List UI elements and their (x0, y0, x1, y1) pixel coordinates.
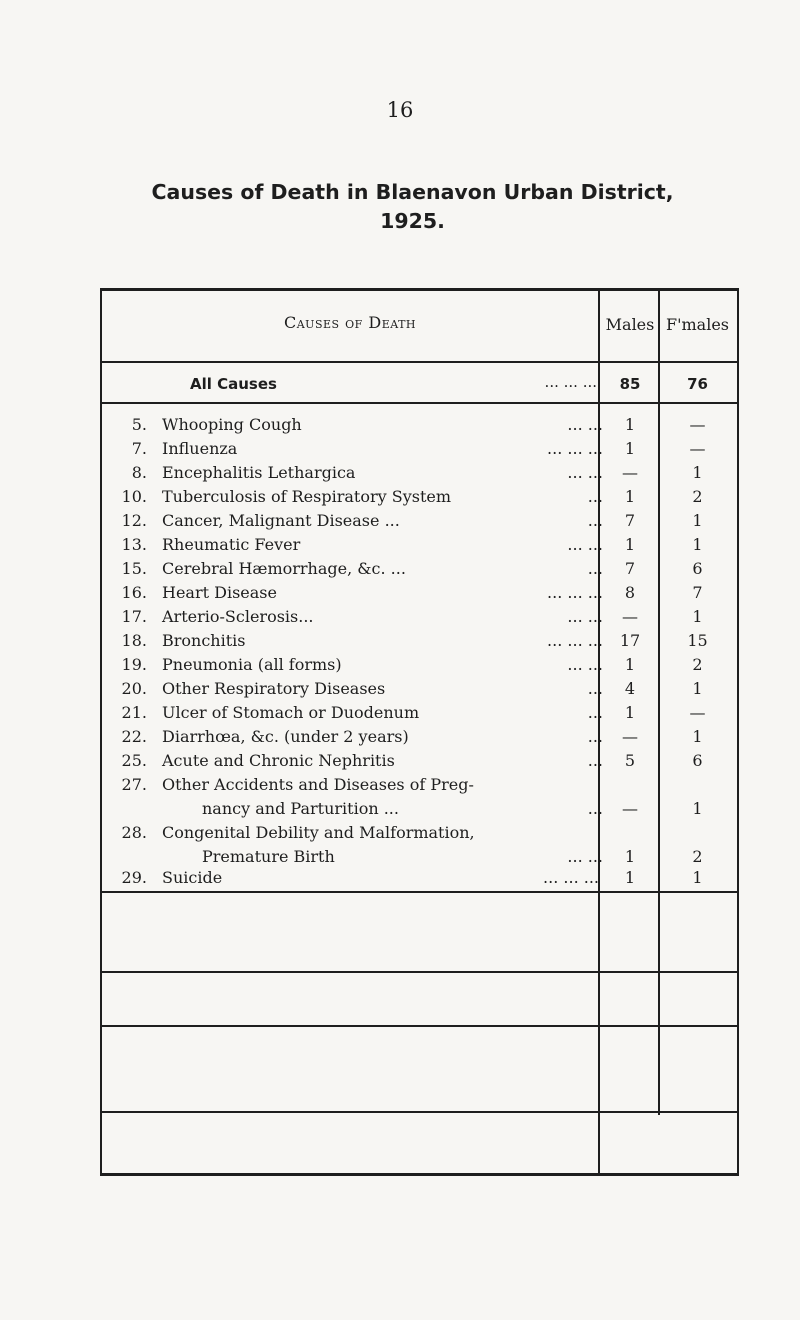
cause-dots: ... ... ... (543, 868, 599, 887)
cause-number: 25. (121, 751, 147, 770)
title-line-2: 1925. (380, 209, 445, 233)
cause-dots: ... (587, 511, 603, 530)
cause-females: 1 (692, 679, 703, 698)
cause-females: — (689, 415, 706, 434)
cause-name-continuation: Premature Birth (202, 847, 335, 866)
cause-females: 1 (692, 868, 703, 887)
cause-number: 29. (121, 868, 147, 887)
cause-females: 1 (692, 511, 703, 530)
cause-number: 19. (121, 655, 147, 674)
cause-females: — (689, 439, 706, 458)
cause-name: Whooping Cough (162, 415, 302, 434)
cause-name: Encephalitis Lethargica (162, 463, 356, 482)
cause-dots: ... ... (567, 655, 603, 674)
cause-dots: ... ... (567, 607, 603, 626)
cause-name-continuation: nancy and Parturition ... (202, 799, 399, 818)
cause-males: 1 (624, 415, 636, 434)
cause-females: 1 (692, 535, 703, 554)
cause-dots: ... (587, 487, 603, 506)
cause-dots: ... ... ... (547, 583, 603, 602)
cause-males: 1 (624, 847, 636, 866)
cause-males: 8 (624, 583, 636, 602)
cause-name: Influenza (162, 439, 238, 458)
cause-males: 1 (624, 868, 636, 887)
cause-name: Rheumatic Fever (162, 535, 301, 554)
cause-name: Diarrhœa, &c. (under 2 years) (162, 727, 409, 746)
all-causes-label: All Causes (190, 375, 277, 393)
cause-name: Cancer, Malignant Disease ... (162, 511, 400, 530)
cause-number: 5. (131, 415, 147, 434)
cause-males: 1 (624, 703, 636, 722)
cause-females: 15 (687, 631, 708, 650)
cause-females: 6 (692, 751, 703, 770)
all-causes-dots: ... ... ... (544, 373, 597, 391)
cause-number: 21. (121, 703, 147, 722)
cause-name: Congenital Debility and Malformation, (162, 823, 475, 842)
cause-dots: ... ... (567, 463, 603, 482)
cause-number: 12. (121, 511, 147, 530)
cause-dots: ... (587, 751, 603, 770)
cause-number: 22. (121, 727, 147, 746)
table-lower-layer (102, 288, 733, 1170)
cause-name: Suicide (162, 868, 223, 887)
cause-males: 1 (624, 655, 636, 674)
cause-name: Bronchitis (162, 631, 246, 650)
cause-males: — (622, 463, 638, 482)
cause-males: 7 (624, 559, 636, 578)
title-line-1: Causes of Death in Blaenavon Urban District, (151, 180, 674, 204)
cause-number: 7. (131, 439, 147, 458)
cause-dots: ... (587, 559, 603, 578)
cause-females: 7 (692, 583, 703, 602)
cause-number: 10. (121, 487, 147, 506)
cause-females: 1 (692, 607, 703, 626)
page-number: 16 (386, 98, 414, 122)
cause-number: 28. (121, 823, 147, 842)
cause-females: 2 (692, 487, 703, 506)
cause-dots: ... (587, 703, 603, 722)
cause-dots: ... (587, 679, 603, 698)
cause-name: Other Accidents and Diseases of Preg- (162, 775, 474, 794)
cause-males: — (622, 607, 638, 626)
cause-females: 1 (692, 727, 703, 746)
cause-females: 1 (692, 799, 703, 818)
cause-males: 1 (624, 439, 636, 458)
cause-dots: ... ... ... (547, 631, 603, 650)
cause-males: 17 (619, 631, 641, 650)
cause-females: 1 (692, 463, 703, 482)
cause-dots: ... ... ... (547, 439, 603, 458)
cause-number: 18. (121, 631, 147, 650)
all-causes-males: 85 (619, 375, 641, 393)
cause-males: 5 (624, 751, 636, 770)
page-title (60, 178, 765, 236)
cause-name: Tuberculosis of Respiratory System (162, 487, 452, 506)
header-causes-of-death: Causes of Death (283, 313, 416, 332)
cause-males: 7 (624, 511, 636, 530)
cause-females: 2 (692, 655, 703, 674)
cause-dots: ... ... (567, 847, 603, 866)
cause-dots: ... (587, 727, 603, 746)
cause-row (102, 868, 733, 892)
cause-females: 2 (692, 847, 703, 866)
cause-number: 17. (121, 607, 147, 626)
cause-males: 4 (624, 679, 636, 698)
cause-name: Acute and Chronic Nephritis (162, 751, 395, 770)
cause-males: 1 (624, 487, 636, 506)
cause-number: 8. (131, 463, 147, 482)
header-females: F'males (665, 315, 729, 334)
cause-name: Arterio-Sclerosis... (162, 607, 314, 626)
cause-number: 15. (121, 559, 147, 578)
cause-number: 20. (121, 679, 147, 698)
cause-males: 1 (624, 535, 636, 554)
cause-name: Ulcer of Stomach or Duodenum (162, 703, 420, 722)
cause-females: — (689, 703, 706, 722)
all-causes-females: 76 (687, 375, 708, 393)
cause-name: Pneumonia (all forms) (162, 655, 342, 674)
cause-dots: ... (587, 799, 603, 818)
cause-females: 6 (692, 559, 703, 578)
cause-dots: ... ... (567, 535, 603, 554)
cause-males: — (622, 799, 638, 818)
cause-males: — (622, 727, 638, 746)
cause-name: Heart Disease (162, 583, 277, 602)
cause-dots: ... ... (567, 415, 603, 434)
cause-name: Other Respiratory Diseases (162, 679, 386, 698)
cause-number: 27. (121, 775, 147, 794)
cause-number: 13. (121, 535, 147, 554)
cause-name: Cerebral Hæmorrhage, &c. ... (162, 559, 406, 578)
cause-number: 16. (121, 583, 147, 602)
header-males: Males (605, 315, 655, 334)
